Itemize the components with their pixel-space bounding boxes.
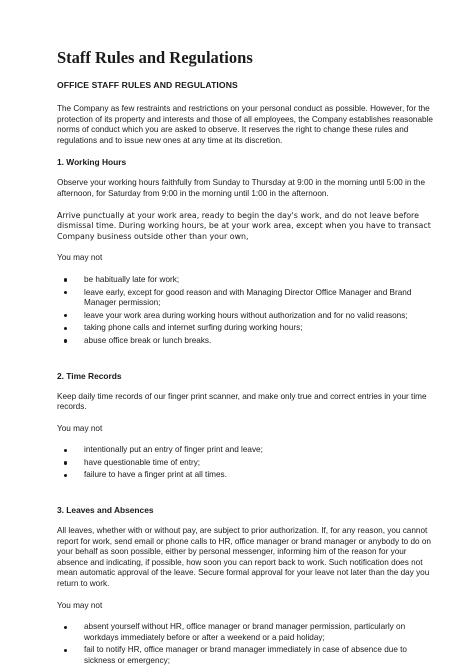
list-item [57,645,434,666]
you-may-not-label: You may not [57,253,103,263]
rules-list [57,445,434,481]
intro-paragraph: The Company as few restraints and restrictions on your personal conduct as possible. However, for the protection of its property and interests and those of all employees, the Company establishes reasonable norms of conduct which you are asked to observe. It reserves the right to change these rules and regulations and to issue new ones at any time at its discretion. [57,104,433,145]
list-item [57,311,434,322]
bullet-icon [64,474,67,477]
bullet-icon [64,314,67,317]
list-item [57,323,434,334]
list-item-text: failure to have a finger print at all times. [84,470,227,480]
bullet-icon [64,449,67,452]
you-may-not-label: You may not [57,600,103,610]
bullet-icon [64,626,67,629]
bullet-icon [64,461,67,464]
bullet-icon [64,649,67,652]
rules-list [57,275,434,347]
list-item [57,458,434,469]
section-leaves-absences [57,505,434,667]
list-item-text: absent yourself without HR, office manager or brand manager permission, particularly on workdays immediately before or after a weekend or a paid holiday; [84,622,406,642]
section-paragraph: All leaves, whether with or without pay, are subject to prior authorization. If, for any reason, you cannot report for work, send email or phone calls to HR, office manager or brand manager or anybody to do on your behalf as soon possible, either by personal messenger, informing him of the reason for your absence and indicating, if possible, how soon you can report back to work. Such notification does not mean automatic approval of the leave. Secure formal approval for your leave not later than the day you return to work. [57,526,431,589]
bullet-icon [64,339,67,342]
list-item-text: intentionally put an entry of finger print and leave; [84,445,263,455]
list-item-text: have questionable time of entry; [84,457,201,467]
bullet-icon [64,278,67,281]
section-heading: 2. Time Records [57,370,122,381]
rules-list [57,622,434,666]
section-paragraph: Observe your working hours faithfully from Sunday to Thursday at 9:00 in the morning until 5:00 in the afternoon, for Saturday from 9:00 in the morning until 1:00 in the afternoon. [57,178,426,198]
list-item-text: taking phone calls and internet surfing during working hours; [84,323,303,333]
list-item [57,470,434,481]
document-subtitle: OFFICE STAFF RULES AND REGULATIONS [57,80,238,90]
bullet-icon [64,291,67,294]
bullet-icon [64,327,67,330]
section-heading: 3. Leaves and Absences [57,505,154,516]
list-item [57,275,434,286]
page-title: Staff Rules and Regulations [57,48,253,67]
section-time-records [57,371,434,482]
list-item-text: leave your work area during working hours without authorization and for no valid reasons; [84,310,408,320]
section-heading: 1. Working Hours [57,157,127,168]
you-may-not-label: You may not [57,423,103,433]
list-item-text: fail to notify HR, office manager or brand manager immediately in case of absence due to sickness or emergency; [84,645,407,665]
section-working-hours [57,157,434,346]
list-item [57,336,434,347]
list-item [57,445,434,456]
list-item [57,622,434,643]
list-item-text: leave early, except for good reason and with Managing Director Office Manager and Brand Manager permission; [84,287,412,308]
list-item-text: be habitually late for work; [84,274,180,284]
list-item [57,288,434,309]
list-item-text: abuse office break or lunch breaks. [84,335,212,345]
section-paragraph: Arrive punctually at your work area, ready to begin the day's work, and do not leave before dismissal time. During working hours, be at your work area, except when you have to transact Company business outside other than your own, [57,210,431,241]
section-paragraph: Keep daily time records of our finger print scanner, and make only true and correct entries in your time records. [57,391,427,412]
